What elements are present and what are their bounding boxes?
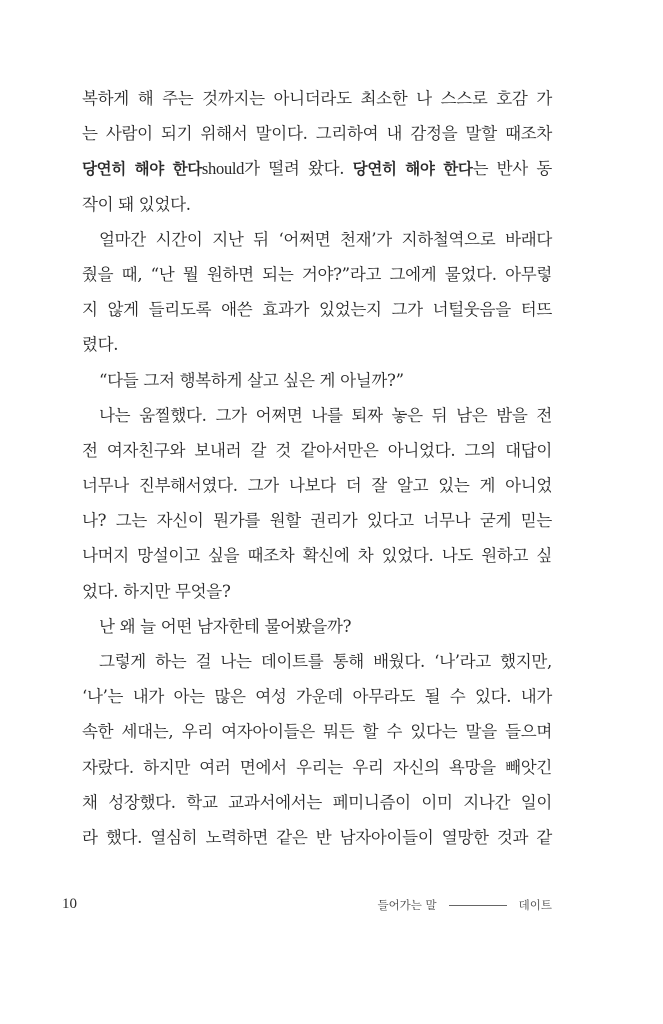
text-line: [82, 436, 552, 471]
running-header: [377, 897, 552, 913]
text-line: [82, 295, 552, 330]
text-segment: 지 않게 들리도록 애쓴 효과가 있었는지 그가 너털웃음을 터뜨: [82, 300, 552, 320]
page-footer: [62, 896, 552, 918]
text-line: [82, 225, 552, 260]
text-line: [82, 260, 552, 295]
text-segment: “다들 그저 행복하게 살고 싶은 게 아닐까?”: [99, 370, 404, 390]
text-line: [82, 717, 552, 752]
text-segment: 나는 움찔했다. 그가 어쩌면 나를 퇴짜 놓은 뒤 남은 밤을 전: [99, 405, 552, 425]
body-text: [82, 84, 552, 858]
text-segment: 나? 그는 자신이 뭔가를 원할 권리가 있다고 너무나 굳게 믿는: [82, 511, 552, 531]
text-line: [82, 577, 552, 612]
text-line: [82, 612, 552, 647]
text-segment: 전 여자친구와 보내러 갈 것 같아서만은 아니었다. 그의 대답이: [82, 440, 552, 460]
text-segment: 복하게 해 주는 것까지는 아니더라도 최소한 나 스스로 호감 가: [82, 89, 552, 108]
text-segment: 속한 세대는, 우리 여자아이들은 뭐든 할 수 있다는 말을 들으며: [82, 722, 552, 742]
page-number: 10: [62, 896, 77, 912]
text-line: [82, 84, 552, 119]
divider-rule: [449, 905, 507, 906]
text-segment: 너무나 진부해서였다. 그가 나보다 더 잘 알고 있는 게 아니었: [82, 476, 552, 496]
text-segment: ‘나’는 내가 아는 많은 여성 가운데 아무라도 될 수 있다. 내가: [82, 687, 552, 707]
text-segment: 채 성장했다. 학교 교과서에서는 페미니즘이 이미 지나간 일이: [82, 792, 552, 812]
text-segment: 작이 돼 있었다.: [82, 194, 191, 214]
text-line: [82, 682, 552, 717]
text-segment: 렸다.: [82, 335, 119, 355]
text-line: [82, 471, 552, 506]
text-line: [82, 506, 552, 541]
text-line: [82, 823, 552, 858]
text-segment: should: [201, 159, 245, 179]
emphasis-text: 당연히 해야 한다: [352, 160, 473, 179]
section-title: 들어가는 말: [377, 898, 437, 912]
text-segment: 자랐다. 하지만 여러 면에서 우리는 우리 자신의 욕망을 빼앗긴: [82, 757, 552, 777]
text-segment: 얼마간 시간이 지난 뒤 ‘어쩌면 천재’가 지하철역으로 바래다: [99, 229, 552, 249]
text-line: [82, 753, 552, 788]
text-line: [82, 190, 552, 225]
text-line: [82, 541, 552, 576]
text-segment: 었다. 하지만 무엇을?: [82, 581, 231, 601]
chapter-title: 데이트: [518, 898, 552, 912]
text-segment: 가 떨려 왔다.: [244, 159, 353, 179]
text-line: [82, 154, 552, 189]
text-line: [82, 647, 552, 682]
text-line: [82, 330, 552, 365]
text-segment: 그렇게 하는 걸 나는 데이트를 통해 배웠다. ‘나’라고 했지만,: [99, 652, 552, 671]
text-segment: 나머지 망설이고 싶을 때조차 확신에 차 있었다. 나도 원하고 싶: [82, 546, 552, 566]
text-line: [82, 119, 552, 154]
text-segment: 라 했다. 열심히 노력하면 같은 반 남자아이들이 열망한 것과 같: [82, 827, 552, 847]
text-segment: 난 왜 늘 어떤 남자한테 물어봤을까?: [99, 616, 352, 636]
text-segment: 는 반사 동: [472, 159, 553, 179]
text-segment: 는 사람이 되기 위해서 말이다. 그리하여 내 감정을 말할 때조차: [82, 124, 552, 144]
text-segment: 줬을 때, “난 뭘 원하면 되는 거야?”라고 그에게 물었다. 아무렇: [82, 264, 552, 284]
text-line: [82, 788, 552, 823]
text-line: [82, 366, 552, 401]
emphasis-text: 당연히 해야 한다: [82, 160, 202, 179]
text-line: [82, 401, 552, 436]
